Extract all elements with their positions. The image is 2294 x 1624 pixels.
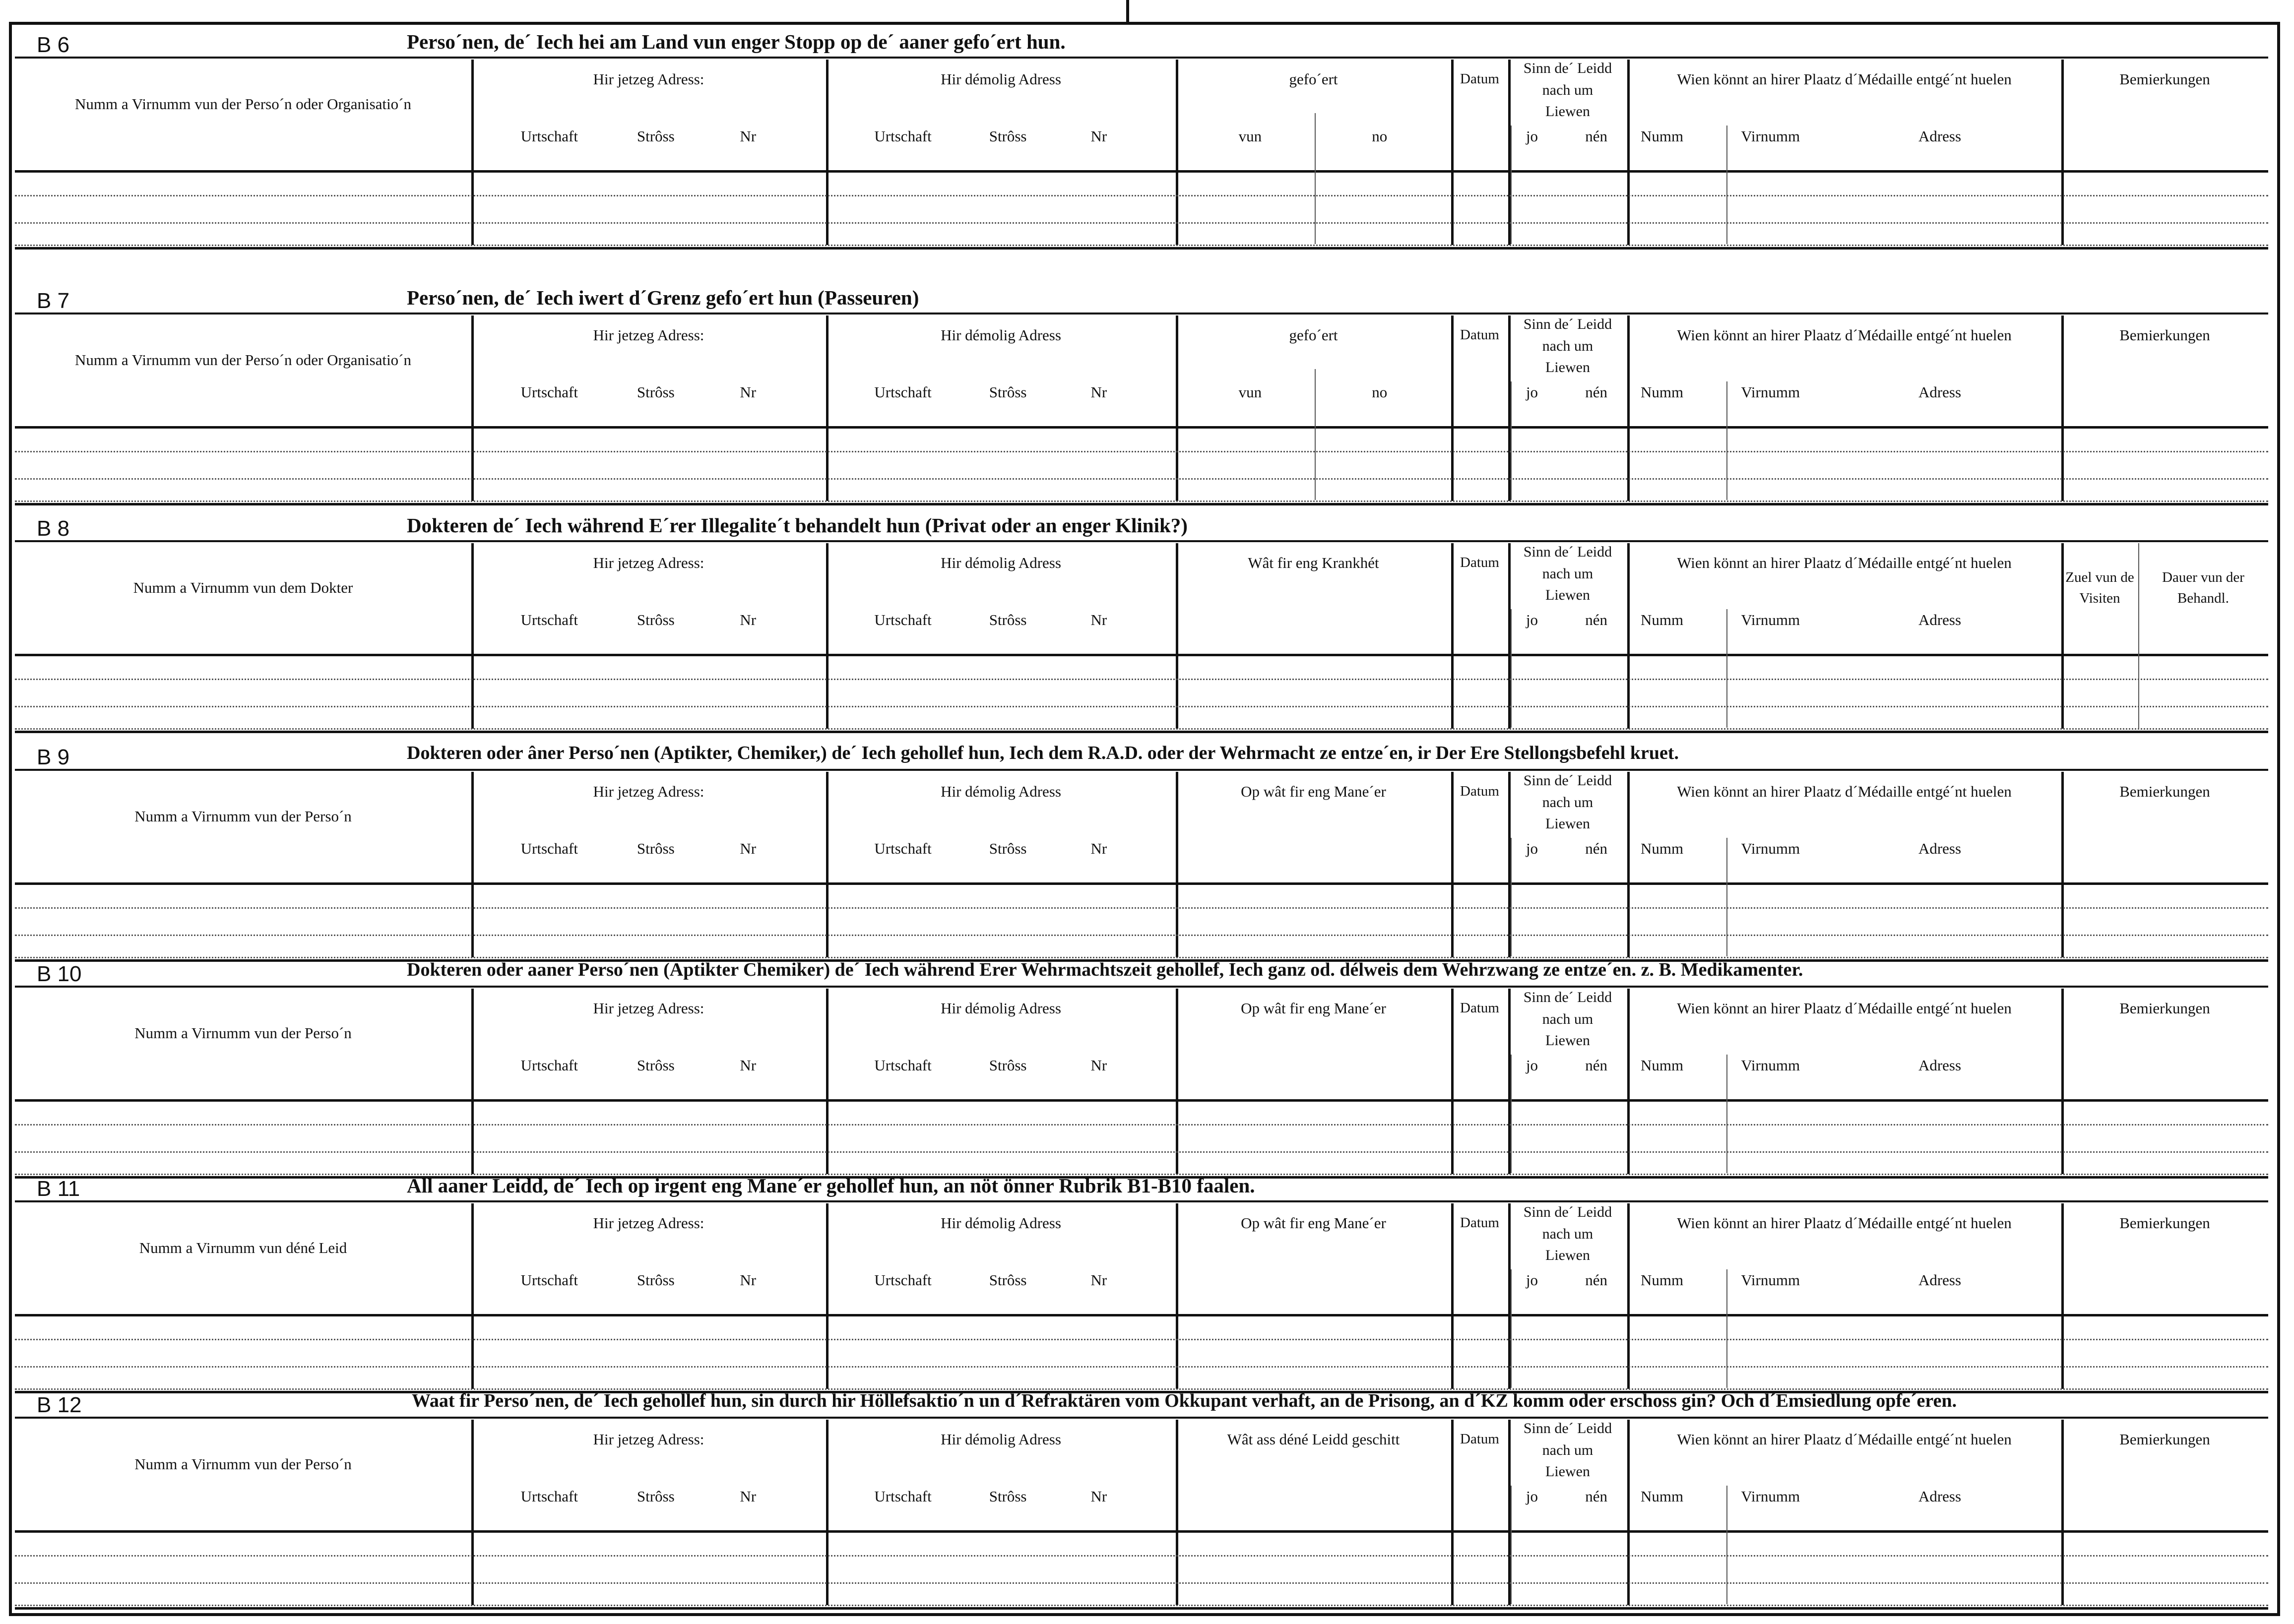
medal-address: Adress (1918, 1057, 1962, 1074)
column-divider (1627, 989, 1630, 1174)
medal-name: Numm (1640, 840, 1684, 857)
alive-no: nén (1585, 127, 1607, 145)
former-address-header: Hir démolig Adress (941, 554, 1061, 571)
current-address-header: Hir jetzeg Adress: (593, 783, 704, 800)
section-id: B 9 (37, 745, 70, 769)
medal-divider (1726, 1269, 1727, 1388)
current-address-street: Strôss (637, 840, 675, 857)
name-column-header: Numm a Virnumm vun der Perso´n oder Organisatio´n (74, 351, 412, 369)
current-address-town: Urtschaft (520, 127, 578, 145)
remarks-header: Bemierkungen (2119, 999, 2210, 1017)
former-address-number: Nr (1090, 1488, 1107, 1505)
medal-firstname: Virnumm (1741, 1488, 1800, 1505)
life-divider (1511, 125, 1512, 244)
writing-line[interactable] (15, 500, 2268, 502)
medal-divider (1726, 125, 1727, 244)
detail-header: Op wât fir eng Mane´er (1241, 999, 1386, 1017)
former-address-town: Urtschaft (874, 383, 932, 401)
current-address-street: Strôss (637, 1488, 675, 1505)
current-address-header: Hir jetzeg Adress: (593, 999, 704, 1017)
section-b8 (15, 509, 2268, 738)
writing-line[interactable] (15, 679, 2268, 680)
gefoert-divider (1315, 369, 1316, 500)
name-column-header: Numm a Virnumm vun der Perso´n (134, 1455, 352, 1473)
medal-divider (1726, 609, 1727, 728)
alive-header: Sinn de´ Leidd nach um Liewen (1523, 1420, 1612, 1480)
current-address-town: Urtschaft (520, 1488, 578, 1505)
medal-name: Numm (1640, 1271, 1684, 1289)
current-address-street: Strôss (637, 383, 675, 401)
medal-firstname: Virnumm (1741, 1057, 1800, 1074)
current-address-header: Hir jetzeg Adress: (593, 326, 704, 344)
date-header: Datum (1460, 783, 1499, 799)
section-title: Dokteren oder aaner Perso´nen (Aptikter Chemiker) de´ Iech während Erer Wehrmachtszeit gehollef, Iech ganz od. délweis dem Wehrzwang ze entze´en. z. B. Medikamenter. (407, 959, 1803, 980)
former-address-number: Nr (1090, 1271, 1107, 1289)
current-address-header: Hir jetzeg Adress: (593, 1214, 704, 1232)
date-header: Datum (1460, 1000, 1499, 1016)
life-divider (1511, 609, 1512, 728)
current-address-street: Strôss (637, 1271, 675, 1289)
section-header (15, 738, 2268, 771)
alive-header: Sinn de´ Leidd nach um Liewen (1523, 544, 1612, 603)
former-address-street: Strôss (989, 1271, 1027, 1289)
current-address-street: Strôss (637, 127, 675, 145)
former-address-street: Strôss (989, 840, 1027, 857)
section-id: B 8 (37, 516, 70, 541)
writing-line[interactable] (15, 935, 2268, 936)
section-id: B 10 (37, 962, 82, 986)
medal-header: Wien könnt an hirer Plaatz d´Médaille entgé´nt huelen (1677, 554, 2012, 571)
remarks-header: Bemierkungen (2119, 70, 2210, 88)
name-column-header: Numm a Virnumm vun der Perso´n oder Organisatio´n (74, 95, 412, 113)
alive-yes: jo (1526, 1488, 1538, 1505)
alive-yes: jo (1526, 1271, 1538, 1289)
former-address-street: Strôss (989, 1488, 1027, 1505)
current-address-number: Nr (740, 611, 757, 628)
medal-header: Wien könnt an hirer Plaatz d´Médaille entgé´nt huelen (1677, 70, 2012, 88)
date-header: Datum (1460, 1431, 1499, 1447)
column-divider (1627, 1420, 1630, 1605)
section-b9 (15, 738, 2268, 966)
writing-line[interactable] (15, 222, 2268, 224)
former-address-number: Nr (1090, 611, 1107, 628)
header-band-line (15, 1099, 2268, 1102)
section-title: Waat fir Perso´nen, de´ Iech gehollef hun, sin durch hir Höllefsaktio´n un d´Refraktären vom Okkupant verhaft, an de Prisong, an d´KZ komm oder erschoss gin? Och d´Emsiedlung opfe´eren. (412, 1390, 1957, 1411)
remarks-header: Bemierkungen (2119, 326, 2210, 344)
section-header (15, 26, 2268, 59)
section-title: Dokteren oder âner Perso´nen (Aptikter, Chemiker,) de´ Iech gehollef hun, Iech dem R.A.D. oder der Wehrmacht ze entze´en, ir Der Ere Stellongsbefehl kruet. (407, 743, 1679, 763)
medal-firstname: Virnumm (1741, 611, 1800, 628)
former-address-street: Strôss (989, 611, 1027, 628)
current-address-header: Hir jetzeg Adress: (593, 554, 704, 571)
alive-yes: jo (1526, 1057, 1538, 1074)
alive-yes: jo (1526, 840, 1538, 857)
duration-header: Dauer vun der Behandl. (2162, 569, 2244, 607)
header-band-line (15, 654, 2268, 656)
former-address-town: Urtschaft (874, 127, 932, 145)
detail-header: Wât ass déné Leidd geschitt (1227, 1431, 1400, 1448)
section-header (15, 1170, 2268, 1202)
date-header: Datum (1460, 1215, 1499, 1231)
medal-address: Adress (1918, 1271, 1962, 1289)
alive-header: Sinn de´ Leidd nach um Liewen (1523, 316, 1612, 375)
medal-name: Numm (1640, 1057, 1684, 1074)
current-address-number: Nr (740, 383, 757, 401)
alive-no: nén (1585, 1057, 1607, 1074)
section-b7 (15, 282, 2268, 510)
name-column-header: Numm a Virnumm vun der Perso´n (134, 808, 352, 825)
header-band-line (15, 1530, 2268, 1533)
alive-header: Sinn de´ Leidd nach um Liewen (1523, 989, 1612, 1049)
column-divider (1627, 315, 1630, 501)
writing-line[interactable] (15, 907, 2268, 909)
writing-line[interactable] (15, 478, 2268, 480)
column-divider (1627, 543, 1630, 729)
name-column-header: Numm a Virnumm vun der Perso´n (134, 1024, 352, 1042)
medal-address: Adress (1918, 611, 1962, 628)
column-divider (1627, 1203, 1630, 1389)
writing-line[interactable] (15, 245, 2268, 246)
remarks-header: Bemierkungen (2119, 1214, 2210, 1232)
section-header (15, 955, 2268, 988)
column-divider (1176, 1420, 1178, 1605)
column-divider (1627, 772, 1630, 957)
fold-mark (1126, 0, 1129, 24)
former-address-header: Hir démolig Adress (941, 999, 1061, 1017)
section-title: All aaner Leidd, de´ Iech op irgent eng Mane´er gehollef hun, an nöt önner Rubrik B1-B10 faalen. (407, 1174, 1255, 1197)
former-address-header: Hir démolig Adress (941, 1431, 1061, 1448)
header-band-line (15, 170, 2268, 173)
former-address-number: Nr (1090, 1057, 1107, 1074)
transport-header: gefo´ert (1289, 326, 1338, 344)
section-b10 (15, 955, 2268, 1183)
section-bottom-line (15, 1607, 2268, 1610)
former-address-street: Strôss (989, 383, 1027, 401)
current-address-header: Hir jetzeg Adress: (593, 1431, 704, 1448)
medal-header: Wien könnt an hirer Plaatz d´Médaille entgé´nt huelen (1677, 783, 2012, 800)
section-bottom-line (15, 247, 2268, 250)
transport-from: vun (1238, 127, 1262, 145)
former-address-number: Nr (1090, 383, 1107, 401)
former-address-header: Hir démolig Adress (941, 70, 1061, 88)
current-address-town: Urtschaft (520, 840, 578, 857)
former-address-town: Urtschaft (874, 1271, 932, 1289)
current-address-town: Urtschaft (520, 383, 578, 401)
medal-name: Numm (1640, 383, 1684, 401)
current-address-number: Nr (740, 1271, 757, 1289)
header-band-line (15, 882, 2268, 885)
section-b6 (15, 26, 2268, 254)
alive-header: Sinn de´ Leidd nach um Liewen (1523, 772, 1612, 832)
current-address-number: Nr (740, 127, 757, 145)
column-divider (1176, 772, 1178, 957)
medal-header: Wien könnt an hirer Plaatz d´Médaille entgé´nt huelen (1677, 326, 2012, 344)
writing-line[interactable] (15, 1339, 2268, 1340)
current-address-header: Hir jetzeg Adress: (593, 70, 704, 88)
column-divider (1176, 1203, 1178, 1389)
alive-header: Sinn de´ Leidd nach um Liewen (1523, 60, 1612, 120)
detail-header: Op wât fir eng Mane´er (1241, 783, 1386, 800)
alive-no: nén (1585, 383, 1607, 401)
life-divider (1511, 381, 1512, 500)
writing-line[interactable] (15, 1366, 2268, 1368)
section-header (15, 509, 2268, 542)
former-address-town: Urtschaft (874, 1057, 932, 1074)
former-address-header: Hir démolig Adress (941, 783, 1061, 800)
transport-from: vun (1238, 383, 1262, 401)
current-address-town: Urtschaft (520, 1271, 578, 1289)
detail-header: Op wât fir eng Mane´er (1241, 1214, 1386, 1232)
column-divider (1176, 989, 1178, 1174)
name-column-header: Numm a Virnumm vun déné Leid (139, 1239, 347, 1256)
current-address-town: Urtschaft (520, 1057, 578, 1074)
medal-firstname: Virnumm (1741, 127, 1800, 145)
current-address-number: Nr (740, 1057, 757, 1074)
column-divider (1627, 60, 1630, 245)
name-column-header: Numm a Virnumm vun dem Dokter (133, 579, 353, 596)
date-header: Datum (1460, 555, 1499, 570)
former-address-number: Nr (1090, 127, 1107, 145)
transport-to: no (1372, 127, 1388, 145)
writing-line[interactable] (15, 451, 2268, 452)
former-address-town: Urtschaft (874, 1488, 932, 1505)
life-divider (1511, 1269, 1512, 1388)
column-divider (1176, 543, 1178, 729)
writing-line[interactable] (15, 1582, 2268, 1584)
medal-firstname: Virnumm (1741, 840, 1800, 857)
alive-no: nén (1585, 611, 1607, 628)
alive-yes: jo (1526, 127, 1538, 145)
writing-line[interactable] (15, 1151, 2268, 1153)
medal-address: Adress (1918, 1488, 1962, 1505)
medal-header: Wien könnt an hirer Plaatz d´Médaille entgé´nt huelen (1677, 1214, 2012, 1232)
alive-header: Sinn de´ Leidd nach um Liewen (1523, 1204, 1612, 1263)
medal-address: Adress (1918, 383, 1962, 401)
life-divider (1511, 1486, 1512, 1604)
writing-line[interactable] (15, 1555, 2268, 1557)
section-id: B 11 (37, 1177, 80, 1201)
visits-header: Zuel vun de Visiten (2065, 569, 2134, 607)
medal-divider (1726, 838, 1727, 956)
header-band-line (15, 1314, 2268, 1316)
writing-line[interactable] (15, 1124, 2268, 1125)
medal-divider (1726, 1055, 1727, 1173)
section-title: Perso´nen, de´ Iech iwert d´Grenz gefo´ert hun (Passeuren) (407, 286, 919, 309)
remarks-header: Bemierkungen (2119, 1431, 2210, 1448)
medal-firstname: Virnumm (1741, 383, 1800, 401)
medal-address: Adress (1918, 840, 1962, 857)
medal-divider (1726, 1486, 1727, 1604)
current-address-street: Strôss (637, 611, 675, 628)
medal-address: Adress (1918, 127, 1962, 145)
medal-name: Numm (1640, 611, 1684, 628)
former-address-street: Strôss (989, 1057, 1027, 1074)
current-address-number: Nr (740, 1488, 757, 1505)
writing-line[interactable] (15, 195, 2268, 196)
former-address-town: Urtschaft (874, 840, 932, 857)
former-address-header: Hir démolig Adress (941, 1214, 1061, 1232)
alive-no: nén (1585, 840, 1607, 857)
date-header: Datum (1460, 327, 1499, 343)
medal-name: Numm (1640, 127, 1684, 145)
date-header: Datum (1460, 71, 1499, 87)
current-address-number: Nr (740, 840, 757, 857)
life-divider (1511, 1055, 1512, 1173)
section-id: B 7 (37, 289, 70, 313)
section-id: B 6 (37, 33, 70, 57)
former-address-number: Nr (1090, 840, 1107, 857)
section-title: Perso´nen, de´ Iech hei am Land vun enger Stopp op de´ aaner gefo´ert hun. (407, 30, 1066, 53)
section-header (15, 1386, 2268, 1419)
former-address-header: Hir démolig Adress (941, 326, 1061, 344)
current-address-town: Urtschaft (520, 611, 578, 628)
medal-name: Numm (1640, 1488, 1684, 1505)
medal-header: Wien könnt an hirer Plaatz d´Médaille entgé´nt huelen (1677, 999, 2012, 1017)
writing-line[interactable] (15, 728, 2268, 730)
section-id: B 12 (37, 1393, 82, 1417)
medal-firstname: Virnumm (1741, 1271, 1800, 1289)
section-b11 (15, 1170, 2268, 1398)
alive-no: nén (1585, 1271, 1607, 1289)
section-header (15, 282, 2268, 314)
writing-line[interactable] (15, 1605, 2268, 1606)
alive-yes: jo (1526, 611, 1538, 628)
remarks-header: Bemierkungen (2119, 783, 2210, 800)
gefoert-divider (1315, 113, 1316, 244)
transport-header: gefo´ert (1289, 70, 1338, 88)
transport-to: no (1372, 383, 1388, 401)
life-divider (1511, 838, 1512, 956)
medal-header: Wien könnt an hirer Plaatz d´Médaille entgé´nt huelen (1677, 1431, 2012, 1448)
current-address-street: Strôss (637, 1057, 675, 1074)
former-address-street: Strôss (989, 127, 1027, 145)
writing-line[interactable] (15, 706, 2268, 707)
section-b12 (15, 1386, 2268, 1614)
header-band-line (15, 426, 2268, 429)
section-title: Dokteren de´ Iech während E´rer Illegalite´t behandelt hun (Privat oder an enger Klinik?) (407, 514, 1188, 537)
section-bottom-line (15, 503, 2268, 505)
section-bottom-line (15, 731, 2268, 733)
former-address-town: Urtschaft (874, 611, 932, 628)
alive-no: nén (1585, 1488, 1607, 1505)
medal-divider (1726, 381, 1727, 500)
detail-header: Wât fir eng Krankhét (1248, 554, 1379, 571)
alive-yes: jo (1526, 383, 1538, 401)
